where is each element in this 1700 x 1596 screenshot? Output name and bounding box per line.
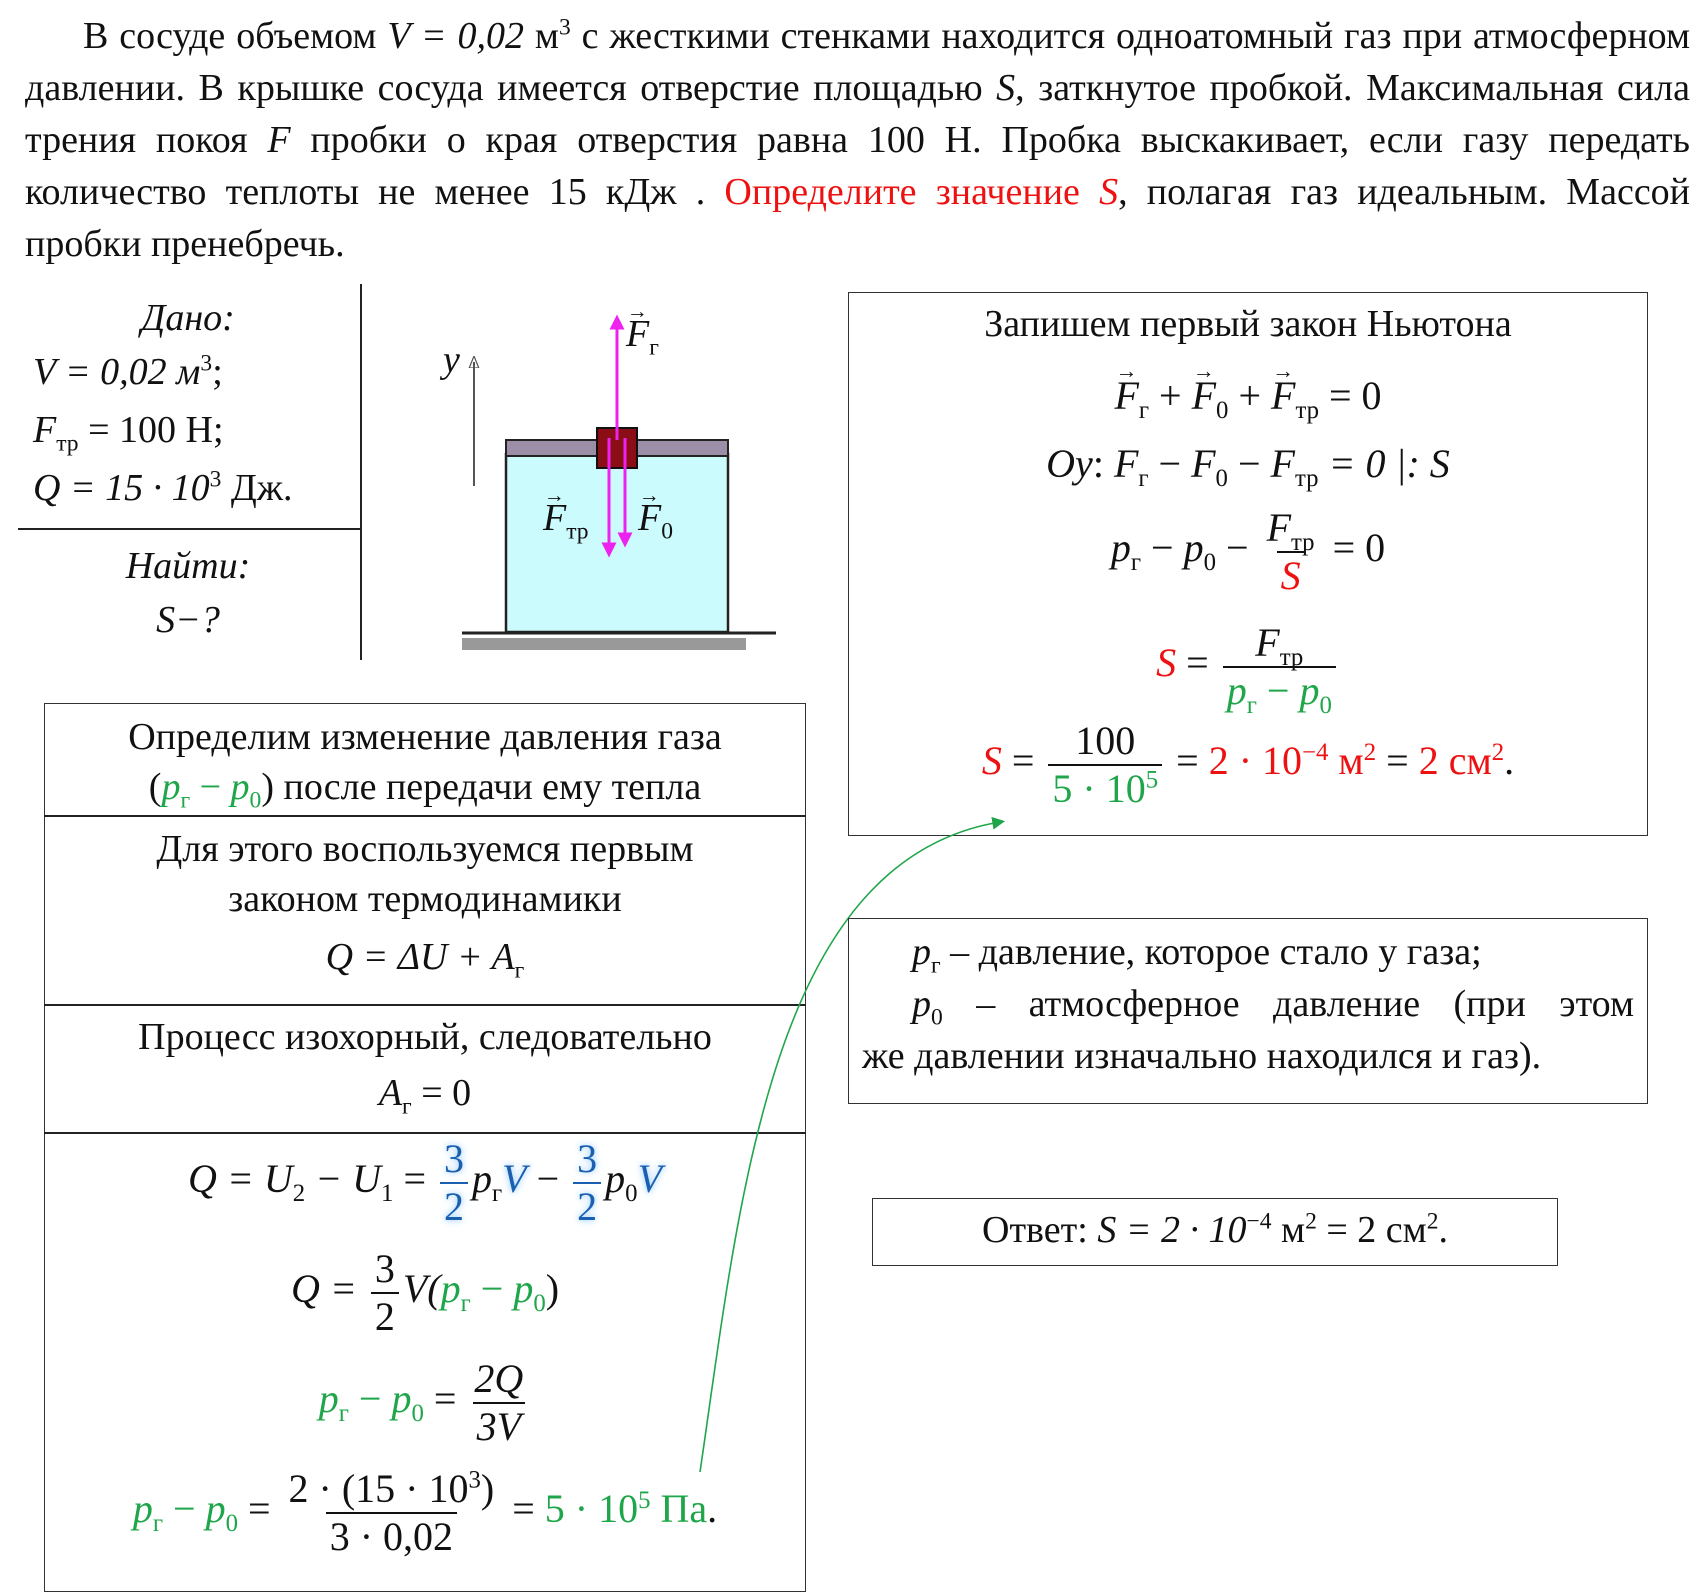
pressure-symbol: p (205, 1486, 226, 1532)
exponent: −4 (1246, 1208, 1272, 1235)
pressure-symbol: p (1226, 668, 1247, 713)
subscript: тр (1279, 644, 1304, 671)
area-result-si: 2 · 10 (1208, 738, 1303, 784)
definition-continuation: же давлении изначально находился и газ). (862, 1035, 1542, 1077)
pressure-result: 5 · 10 (544, 1486, 639, 1532)
exponent: 3 (209, 466, 222, 493)
equation-text: = 0 (411, 1072, 472, 1114)
denominator: S (1277, 551, 1305, 599)
operator: − (1256, 668, 1300, 713)
denominator: 2 (371, 1292, 399, 1340)
work-symbol: A (378, 1072, 403, 1114)
operator: − (1216, 525, 1259, 571)
subscript: г (338, 1400, 349, 1428)
operator: = (1376, 738, 1419, 784)
definition-pg (862, 926, 1634, 978)
numerator: 2Q (474, 1356, 524, 1401)
equation-text: = 0 |: S (1318, 441, 1450, 486)
denominator: 2 (573, 1182, 601, 1230)
answer-value: S = 2 · 10 (1097, 1209, 1247, 1251)
denominator: 2 (440, 1182, 468, 1230)
operator: + (1149, 373, 1192, 418)
definitions-text (862, 926, 1634, 1082)
exponent: 5 (1145, 766, 1159, 794)
equation-text: − U (305, 1156, 382, 1202)
equation-text: Q = (290, 1266, 367, 1312)
subscript: тр (1291, 529, 1315, 556)
vector-symbol: → F (626, 312, 649, 356)
operator: − (1141, 525, 1184, 571)
exponent: 5 (638, 1486, 651, 1514)
pressure-symbol: p (391, 1376, 412, 1422)
unit: м (1271, 1209, 1306, 1251)
area-symbol: S (981, 738, 1002, 784)
vector-symbol: → F (638, 496, 661, 540)
answer-value-cm: = 2 см (1316, 1209, 1427, 1251)
pressure-symbol: p (472, 1156, 492, 1202)
pressure-symbol: p (318, 1376, 339, 1422)
operator: = (1166, 738, 1209, 784)
exponent: 2 (1426, 1208, 1439, 1235)
numerator: 3 (374, 1246, 395, 1291)
force-symbol: F (1255, 620, 1280, 665)
force-symbol: F (1270, 441, 1295, 486)
volume-value: V = 0,02 (387, 15, 524, 57)
definition-p0 (862, 978, 1634, 1030)
denominator-text: 5 · 10 (1052, 766, 1146, 811)
denominator: 3V (473, 1402, 525, 1450)
vector-symbol: → F (1192, 372, 1216, 419)
subscript: г (152, 1510, 163, 1538)
equation-text: V( (402, 1266, 441, 1312)
equation-text: Q = ΔU + A (325, 936, 515, 978)
operator: − (190, 766, 231, 808)
subscript: г (1138, 397, 1150, 424)
subscript: г (649, 334, 659, 361)
operator: = (393, 1156, 436, 1202)
operator: − (1148, 441, 1192, 486)
unit: м (1328, 738, 1364, 784)
pressure-symbol: p (912, 931, 931, 973)
equation-text: = 0 (1319, 373, 1382, 418)
subscript: г (180, 787, 191, 814)
operator: − (348, 1376, 392, 1422)
exponent: 3 (468, 1466, 481, 1494)
subscript: 1 (381, 1180, 394, 1208)
answer (872, 1208, 1558, 1252)
unit: м (534, 15, 559, 57)
subscript: г (1138, 465, 1149, 492)
operator: + (1228, 373, 1272, 418)
numerator: 100 (1075, 718, 1136, 763)
equation-text: Q = U (187, 1156, 293, 1202)
force-symbol: F (1191, 441, 1216, 486)
find-value: S−? (156, 599, 220, 641)
operator: = (423, 1376, 467, 1422)
definition-text: – атмосферное давление (при этом (942, 983, 1634, 1025)
find-title: Найти: (125, 545, 251, 587)
given-title: Дано: (141, 297, 235, 339)
unit: Дж. (221, 467, 293, 509)
force-symbol: F (1266, 505, 1292, 550)
problem-text: с жесткими стенками находится одноатомный газ при атмосферном давлении. В крышке сосуда имеется отверстие площадью (25, 15, 1691, 109)
answer-label: Ответ: (982, 1209, 1098, 1251)
problem-text: , полагая газ идеальным. Массой пробки пренебречь. (25, 171, 1691, 265)
y-axis-label: y (443, 339, 460, 381)
vector-symbol: → F (1271, 372, 1295, 419)
problem-text: В сосуде объемом (83, 15, 388, 57)
first-law-line1: Для этого воспользуемся первым (156, 828, 694, 870)
volume-symbol: V (502, 1156, 527, 1202)
subscript: 2 (292, 1180, 306, 1208)
punct: . (707, 1486, 718, 1532)
axis-label: Oy (1046, 441, 1093, 486)
exponent: 2 (1305, 1208, 1317, 1235)
subscript: 0 (661, 518, 673, 545)
paren: ) (545, 1266, 560, 1312)
pressure-symbol: p (1110, 525, 1131, 571)
exponent: 2 (1363, 738, 1377, 766)
vector-symbol: → F (543, 496, 566, 540)
subscript: 0 (225, 1510, 238, 1538)
subscript: 0 (1215, 465, 1228, 492)
subscript: г (931, 952, 941, 979)
denominator: 3 · 0,02 (326, 1512, 457, 1560)
subscript: г (492, 1180, 503, 1208)
area-symbol: S (996, 67, 1016, 109)
operator: − (470, 1266, 514, 1312)
problem-text: , заткнутое пробкой. Максимальная сила трения покоя (25, 67, 1691, 161)
given-volume-text: V = 0,02 м (33, 351, 201, 393)
subscript: 0 (249, 787, 262, 814)
subscript: г (1130, 549, 1142, 577)
operator: = (1001, 738, 1045, 784)
pressure-symbol: p (912, 983, 931, 1025)
subscript: 0 (533, 1290, 546, 1318)
given-heat-text: Q = 15 · 10 (33, 467, 210, 509)
volume-symbol: V (637, 1156, 663, 1202)
operator: − (163, 1486, 206, 1532)
operator: = (237, 1486, 281, 1532)
first-law-line2: законом термодинамики (228, 878, 622, 920)
subscript: 0 (625, 1180, 638, 1208)
exponent: 2 (1491, 738, 1505, 766)
exponent: 3 (558, 14, 571, 41)
subscript: 0 (1203, 549, 1217, 577)
force-symbol: F (267, 119, 291, 161)
section-intro-text: ) после передачи ему тепла (261, 766, 702, 808)
task-highlight-symbol: S (1099, 171, 1119, 213)
pressure-symbol: p (513, 1266, 534, 1312)
force-symbol: F (33, 409, 57, 451)
newton-title: Запишем первый закон Ньютона (984, 303, 1512, 345)
subscript: тр (1294, 465, 1319, 492)
vector-symbol: → F (1114, 372, 1138, 419)
punct: . (1504, 738, 1515, 784)
area-symbol: S (1156, 640, 1177, 686)
operator: = (1176, 640, 1219, 686)
task-highlight: Определите значение (724, 171, 1100, 213)
pressure-symbol: p (161, 766, 181, 808)
area-result-cm: 2 см (1418, 738, 1492, 784)
punct: ; (212, 351, 223, 393)
pressure-symbol: p (230, 766, 250, 808)
equation-text: = 0 (1322, 525, 1386, 571)
definition-text: – давление, которое стало у газа; (940, 931, 1482, 973)
section-intro-line1: Определим изменение давления газа (128, 716, 722, 758)
paren: ( (148, 766, 162, 808)
operator: − (526, 1156, 570, 1202)
given-force-value: = 100 Н; (78, 409, 224, 451)
subscript: 0 (1319, 692, 1332, 719)
isochoric-line: Процесс изохорный, следовательно (138, 1016, 712, 1058)
pressure-symbol: p (1183, 525, 1204, 571)
operator: = (502, 1486, 545, 1532)
paren: ) (480, 1466, 495, 1511)
pressure-symbol: p (1299, 668, 1320, 713)
subscript: г (460, 1290, 471, 1318)
pressure-symbol: p (440, 1266, 461, 1312)
subscript: г (514, 957, 525, 984)
exponent: 3 (200, 350, 213, 377)
unit: Па (650, 1486, 708, 1532)
subscript: тр (1295, 397, 1319, 424)
punct: : (1092, 441, 1114, 486)
subscript: тр (566, 518, 589, 545)
subscript: тр (56, 430, 79, 457)
subscript: 0 (1216, 397, 1229, 424)
numerator: 3 (444, 1136, 464, 1181)
pressure-symbol: p (132, 1486, 153, 1532)
pressure-symbol: p (605, 1156, 626, 1202)
problem-text: пробки о края отверстия равна 100 Н. Пробка выскакивает, если газу передать количество теплоты не менее 15 кДж . (25, 119, 1690, 213)
subscript: г (402, 1093, 412, 1120)
exponent: −4 (1302, 738, 1329, 766)
force-symbol: F (1113, 441, 1139, 486)
punct: . (1438, 1209, 1448, 1251)
subscript: 0 (931, 1004, 943, 1031)
numerator-text: 2 · (15 · 10 (288, 1466, 469, 1511)
subscript: г (1246, 692, 1257, 719)
operator: − (1227, 441, 1271, 486)
numerator: 3 (577, 1136, 598, 1181)
subscript: 0 (411, 1400, 424, 1428)
